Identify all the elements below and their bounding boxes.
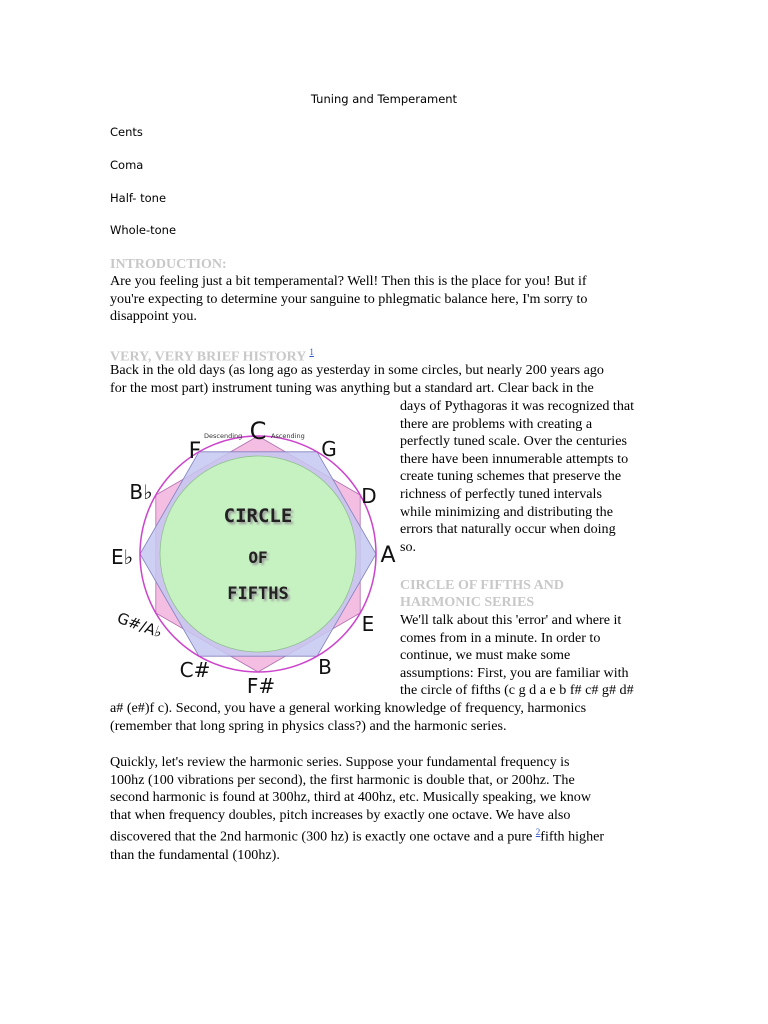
footnote-link-2[interactable]: 2	[535, 827, 541, 838]
figure-title-line: FIFTHS	[227, 584, 289, 604]
text-line: (remember that long spring in physics class?) and the harmonic series.	[110, 717, 507, 734]
note-label-e: E	[361, 612, 375, 636]
text-line: for the most part) instrument tuning was anything but a standard art. Clear back in the	[110, 379, 594, 396]
history-paragraph-wrapped	[400, 398, 634, 556]
footnote-link-1[interactable]: 1	[309, 347, 314, 357]
text-line: while minimizing and distributing the	[400, 503, 613, 520]
text-line: 100hz (100 vibrations per second), the first harmonic is double that, or 200hz. The	[110, 771, 575, 788]
text-line: disappoint you.	[110, 308, 197, 325]
text-line: the circle of fifths (c g d a e b f# c# g# d#	[400, 682, 634, 699]
circle-heading-line: HARMONIC SERIES	[400, 595, 535, 610]
note-label-b-flat: B♭	[129, 480, 153, 504]
history-paragraph-top	[110, 362, 604, 397]
descending-label: Descending	[204, 432, 243, 440]
text-line: you're expecting to determine your sanguine to phlegmatic balance here, I'm sorry to	[110, 290, 588, 307]
text-line: richness of perfectly tuned intervals	[400, 485, 602, 502]
document-title: Tuning and Temperament	[310, 92, 458, 106]
ascending-label: Ascending	[271, 432, 305, 440]
text-fragment: discovered that the 2nd harmonic (300 hz) is exactly one octave and a pure	[110, 829, 536, 846]
circle-heading	[400, 577, 564, 611]
note-label-a: A	[380, 543, 396, 568]
term-cents: Cents	[110, 125, 143, 139]
harmonic-paragraph	[110, 754, 604, 864]
note-label-g-sharp-a-flat: G#/A♭	[114, 608, 165, 642]
note-label-f-sharp: F#	[246, 674, 276, 698]
text-line: create tuning schemes that preserve the	[400, 468, 622, 485]
text-line: perfectly tuned scale. Over the centuries	[400, 433, 627, 450]
note-label-b: B	[318, 655, 332, 679]
term-half-tone: Half- tone	[110, 191, 167, 205]
circle-paragraph-wrapped	[400, 612, 634, 700]
text-line: that when frequency doubles, pitch increases by exactly one octave. We have also	[110, 806, 571, 823]
text-line: there are problems with creating a	[400, 415, 593, 432]
figure-title-line: OF	[248, 548, 268, 567]
note-label-d: D	[361, 484, 377, 508]
text-line: so.	[400, 538, 417, 555]
circle-of-fifths-svg	[108, 412, 398, 702]
text-line: days of Pythagoras it was recognized that	[400, 398, 635, 414]
text-line: comes from in a minute. In order to	[400, 629, 601, 646]
text-line: second harmonic is found at 300hz, third at 400hz, etc. Musically speaking, we know	[110, 789, 592, 806]
note-label-e-flat: E♭	[110, 545, 134, 569]
text-line	[110, 824, 604, 846]
text-line: than the fundamental (100hz).	[110, 846, 280, 863]
term-coma: Coma	[110, 158, 144, 172]
text-line: there have been innumerable attempts to	[400, 450, 629, 467]
note-label-g: G	[321, 437, 337, 461]
text-line: We'll talk about this 'error' and where it	[400, 612, 622, 628]
circle-heading-line: CIRCLE OF FIFTHS AND	[400, 578, 565, 593]
figure-title-line: CIRCLE	[223, 505, 293, 527]
text-line: assumptions: First, you are familiar with	[400, 664, 629, 681]
circle-of-fifths-figure	[108, 412, 398, 707]
text-line: a# (e#)f c). Second, you have a general working knowledge of frequency, harmonics	[110, 700, 587, 716]
introduction-heading: INTRODUCTION:	[110, 257, 227, 272]
introduction-paragraph	[110, 273, 587, 326]
term-whole-tone: Whole-tone	[110, 223, 177, 237]
note-label-c-sharp: C#	[179, 658, 211, 682]
note-label-f: F	[188, 439, 202, 464]
text-line: Back in the old days (as long ago as yesterday in some circles, but nearly 200 years ago	[110, 362, 604, 378]
text-line: Are you feeling just a bit temperamental? Well! Then this is the place for you! But if	[110, 273, 587, 289]
history-heading-text: VERY, VERY BRIEF HISTORY	[110, 349, 306, 365]
text-line: Quickly, let's review the harmonic series. Suppose your fundamental frequency is	[110, 754, 570, 770]
text-line: continue, we must make some	[400, 647, 571, 664]
text-fragment: fifth higher	[540, 829, 605, 846]
note-label-c: C	[249, 417, 267, 445]
text-line: errors that naturally occur when doing	[400, 521, 616, 538]
